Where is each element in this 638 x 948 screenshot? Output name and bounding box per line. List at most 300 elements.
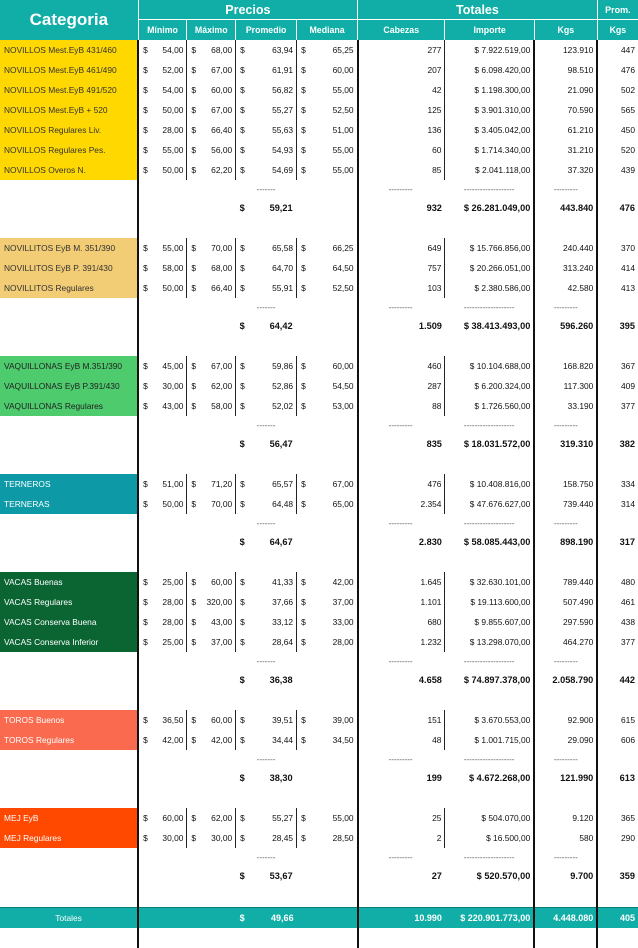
empty-cell [138, 848, 187, 866]
kgs: 580 [534, 828, 597, 848]
empty-cell [597, 750, 638, 768]
price-min-value: 45,00 [162, 361, 184, 371]
subtotal-importe: $ 58.085.443,00 [463, 537, 531, 547]
subtotal-importe: $ 74.897.378,00 [463, 675, 531, 685]
empty-cell [297, 416, 358, 434]
empty-cell [297, 218, 358, 238]
category-name: MEJ Regulares [0, 828, 138, 848]
price-med-value: 28,50 [332, 833, 354, 843]
cabezas: 1.232 [358, 632, 445, 652]
currency-symbol: $ [191, 165, 197, 175]
importe: $ 47.676.627,00 [445, 494, 534, 514]
price-min [138, 828, 187, 848]
price-med-value: 60,00 [332, 65, 354, 75]
cabezas: 757 [358, 258, 445, 278]
empty-cell [358, 336, 445, 356]
price-min-value: 50,00 [162, 165, 184, 175]
empty-cell [187, 218, 236, 238]
subtotal-prom-kgs: 395 [597, 316, 638, 336]
price-med-value: 34,50 [332, 735, 354, 745]
currency-symbol: $ [239, 537, 245, 547]
subtotal-prom-value: 56,47 [269, 439, 293, 449]
empty-cell [534, 552, 597, 572]
importe: $ 20.266.051,00 [445, 258, 534, 278]
kgs: 92.900 [534, 710, 597, 730]
empty-cell [358, 886, 445, 908]
dash-line: --------- [534, 652, 597, 670]
subtotal-separator [0, 652, 638, 670]
price-prom [236, 356, 297, 376]
currency-symbol: $ [143, 617, 148, 627]
currency-symbol: $ [301, 499, 306, 509]
price-prom [236, 474, 297, 494]
price-prom-value: 33,12 [272, 617, 294, 627]
empty-cell [0, 514, 138, 532]
currency-symbol: $ [191, 243, 197, 253]
empty-cell [236, 336, 297, 356]
table-row [0, 572, 638, 592]
price-max [187, 60, 236, 80]
empty-cell [236, 886, 297, 908]
empty-cell [597, 788, 638, 808]
currency-symbol: $ [143, 735, 148, 745]
empty-cell [297, 768, 358, 788]
empty-cell [597, 552, 638, 572]
empty-cell [534, 336, 597, 356]
subtotal-prom-value: 53,67 [269, 871, 293, 881]
price-med [297, 356, 358, 376]
price-min [138, 592, 187, 612]
importe: $ 3.405.042,00 [445, 120, 534, 140]
table-row [0, 592, 638, 612]
price-min [138, 120, 187, 140]
price-min-value: 30,00 [162, 833, 184, 843]
price-max-value: 62,00 [211, 813, 233, 823]
price-med [297, 572, 358, 592]
currency-symbol: $ [301, 45, 306, 55]
empty-cell [187, 434, 236, 454]
empty-cell [597, 848, 638, 866]
price-med [297, 120, 358, 140]
price-min [138, 160, 187, 180]
price-min [138, 40, 187, 60]
price-max-value: 67,00 [211, 105, 233, 115]
currency-symbol: $ [191, 125, 197, 135]
empty-cell [138, 690, 187, 710]
currency-symbol: $ [240, 833, 245, 843]
price-prom [236, 396, 297, 416]
empty-cell [297, 788, 358, 808]
category-name: VAQUILLONAS EyB P.391/430 [0, 376, 138, 396]
price-prom [236, 238, 297, 258]
header-mediana: Mediana [297, 20, 358, 41]
empty-cell [187, 198, 236, 218]
category-name: NOVILLOS Regulares Liv. [0, 120, 138, 140]
kgs: 240.440 [534, 238, 597, 258]
empty-cell [187, 298, 236, 316]
subtotal-row [0, 532, 638, 552]
subtotal-separator [0, 750, 638, 768]
price-med [297, 730, 358, 750]
empty-cell [138, 768, 187, 788]
currency-symbol: $ [143, 715, 148, 725]
empty-cell [445, 886, 534, 908]
price-prom-value: 64,70 [272, 263, 294, 273]
price-max [187, 140, 236, 160]
price-min [138, 238, 187, 258]
empty-cell [236, 928, 297, 948]
price-med [297, 592, 358, 612]
price-med [297, 100, 358, 120]
price-med-value: 51,00 [332, 125, 354, 135]
currency-symbol: $ [240, 125, 245, 135]
price-prom [236, 80, 297, 100]
price-min-value: 43,00 [162, 401, 184, 411]
category-name: NOVILLOS Regulares Pes. [0, 140, 138, 160]
prom-kgs: 438 [597, 612, 638, 632]
category-name: NOVILLOS Mest.EyB 461/490 [0, 60, 138, 80]
empty-cell [187, 670, 236, 690]
empty-cell [597, 928, 638, 948]
prom-kgs: 314 [597, 494, 638, 514]
price-min-value: 58,00 [162, 263, 184, 273]
currency-symbol: $ [301, 813, 306, 823]
cabezas: 136 [358, 120, 445, 140]
price-max [187, 730, 236, 750]
currency-symbol: $ [191, 833, 197, 843]
kgs: 507.490 [534, 592, 597, 612]
currency-symbol: $ [240, 145, 245, 155]
kgs: 313.240 [534, 258, 597, 278]
subtotal-importe: $ 4.672.268,00 [469, 773, 531, 783]
price-max [187, 828, 236, 848]
subtotal-prom-kgs: 613 [597, 768, 638, 788]
price-max [187, 40, 236, 60]
prom-kgs: 520 [597, 140, 638, 160]
importe: $ 16.500,00 [445, 828, 534, 848]
table-row [0, 356, 638, 376]
currency-symbol: $ [301, 577, 306, 587]
table-row [0, 828, 638, 848]
price-med-value: 33,00 [332, 617, 354, 627]
empty-cell [187, 454, 236, 474]
price-max [187, 808, 236, 828]
kgs: 61.210 [534, 120, 597, 140]
currency-symbol: $ [191, 401, 197, 411]
price-prom [236, 730, 297, 750]
subtotal-prom [236, 768, 297, 788]
importe: $ 1.714.340,00 [445, 140, 534, 160]
cabezas: 680 [358, 612, 445, 632]
subtotal-kgs: 443.840 [534, 198, 597, 218]
importe: $ 1.726.560,00 [445, 396, 534, 416]
subtotal-prom-value: 64,42 [269, 321, 293, 331]
dash-line: --------- [358, 298, 445, 316]
currency-symbol: $ [301, 125, 306, 135]
empty-cell [0, 532, 138, 552]
dash-line: ------------------- [463, 852, 515, 862]
currency-symbol: $ [239, 871, 245, 881]
currency-symbol: $ [240, 401, 245, 411]
prom-kgs: 367 [597, 356, 638, 376]
currency-symbol: $ [191, 813, 197, 823]
importe: $ 32.630.101,00 [445, 572, 534, 592]
empty-cell [187, 928, 236, 948]
price-med-value: 60,00 [332, 361, 354, 371]
table-row [0, 258, 638, 278]
price-min [138, 710, 187, 730]
price-min-value: 55,00 [162, 243, 184, 253]
price-med [297, 632, 358, 652]
empty-cell [236, 218, 297, 238]
empty-cell [597, 652, 638, 670]
subtotal-separator [0, 298, 638, 316]
price-max [187, 612, 236, 632]
currency-symbol: $ [239, 321, 245, 331]
price-prom [236, 376, 297, 396]
price-min-value: 30,00 [162, 381, 184, 391]
empty-cell [138, 788, 187, 808]
price-prom [236, 572, 297, 592]
empty-cell [445, 454, 534, 474]
spacer-row [0, 886, 638, 908]
price-prom-value: 28,64 [272, 637, 294, 647]
currency-symbol: $ [240, 597, 245, 607]
empty-cell [534, 218, 597, 238]
currency-symbol: $ [191, 577, 197, 587]
price-med-value: 66,25 [332, 243, 354, 253]
currency-symbol: $ [143, 85, 148, 95]
cabezas: 287 [358, 376, 445, 396]
currency-symbol: $ [301, 401, 306, 411]
price-med-value: 67,00 [332, 479, 354, 489]
price-max [187, 356, 236, 376]
empty-cell [138, 552, 187, 572]
subtotal-prom [236, 532, 297, 552]
totals-prom-kgs: 405 [597, 908, 638, 929]
category-name: TERNERAS [0, 494, 138, 514]
empty-cell [0, 848, 138, 866]
currency-symbol: $ [301, 243, 306, 253]
cabezas: 25 [358, 808, 445, 828]
empty-cell [187, 788, 236, 808]
category-name: NOVILLOS Mest.EyB + 520 [0, 100, 138, 120]
currency-symbol: $ [239, 203, 245, 213]
price-max-value: 62,00 [211, 381, 233, 391]
empty-cell [597, 416, 638, 434]
subtotal-prom-value: 64,67 [269, 537, 293, 547]
price-prom-value: 41,33 [272, 577, 294, 587]
empty-cell [597, 454, 638, 474]
empty-cell [187, 514, 236, 532]
currency-symbol: $ [191, 381, 197, 391]
table-row [0, 612, 638, 632]
header-maximo: Máximo [187, 20, 236, 41]
price-prom-value: 65,57 [272, 479, 294, 489]
prom-kgs: 502 [597, 80, 638, 100]
table-row [0, 710, 638, 730]
price-max-value: 66,40 [211, 125, 233, 135]
currency-symbol: $ [239, 913, 245, 923]
kgs: 29.090 [534, 730, 597, 750]
currency-symbol: $ [143, 499, 148, 509]
currency-symbol: $ [301, 283, 306, 293]
empty-cell [297, 198, 358, 218]
price-med [297, 80, 358, 100]
price-max-value: 30,00 [211, 833, 233, 843]
empty-cell [236, 552, 297, 572]
subtotal-importe: $ 520.570,00 [476, 871, 531, 881]
price-prom-value: 54,93 [272, 145, 294, 155]
cabezas: 2 [358, 828, 445, 848]
price-med-value: 28,00 [332, 637, 354, 647]
prom-kgs: 290 [597, 828, 638, 848]
price-max [187, 474, 236, 494]
currency-symbol: $ [301, 361, 306, 371]
empty-cell [0, 552, 138, 572]
prom-kgs: 615 [597, 710, 638, 730]
price-max-value: 60,00 [211, 715, 233, 725]
kgs: 70.590 [534, 100, 597, 120]
table-row [0, 632, 638, 652]
price-min [138, 474, 187, 494]
empty-cell [0, 298, 138, 316]
price-min [138, 494, 187, 514]
price-prom-value: 56,82 [272, 85, 294, 95]
table-row [0, 120, 638, 140]
empty-cell [445, 552, 534, 572]
importe: $ 9.855.607,00 [445, 612, 534, 632]
price-med-value: 54,50 [332, 381, 354, 391]
price-prom-value: 55,27 [272, 813, 294, 823]
header-categoria: Categoria [0, 0, 138, 40]
totals-cabezas: 10.990 [358, 908, 445, 929]
totals-label: Totales [0, 908, 138, 929]
empty-cell [534, 928, 597, 948]
price-max [187, 396, 236, 416]
empty-cell [445, 788, 534, 808]
price-prom-value: 55,27 [272, 105, 294, 115]
prom-kgs: 480 [597, 572, 638, 592]
price-prom-value: 34,44 [272, 735, 294, 745]
price-min [138, 612, 187, 632]
empty-cell [0, 690, 138, 710]
empty-cell [358, 218, 445, 238]
price-med [297, 612, 358, 632]
subtotal-importe: $ 26.281.049,00 [463, 203, 531, 213]
empty-cell [138, 298, 187, 316]
subtotal-prom-kgs: 317 [597, 532, 638, 552]
importe: $ 3.670.553,00 [445, 710, 534, 730]
subtotal-cabezas: 835 [358, 434, 445, 454]
empty-cell [0, 768, 138, 788]
price-max-value: 42,00 [211, 735, 233, 745]
price-min [138, 140, 187, 160]
kgs: 9.120 [534, 808, 597, 828]
price-med [297, 238, 358, 258]
currency-symbol: $ [240, 165, 245, 175]
price-prom-value: 55,91 [272, 283, 294, 293]
currency-symbol: $ [239, 439, 245, 449]
kgs: 789.440 [534, 572, 597, 592]
currency-symbol: $ [301, 637, 306, 647]
subtotal-prom-kgs: 476 [597, 198, 638, 218]
empty-cell [297, 316, 358, 336]
empty-cell [0, 180, 138, 198]
empty-cell [0, 434, 138, 454]
subtotal-prom-value: 36,38 [269, 675, 293, 685]
price-min [138, 730, 187, 750]
category-name: NOVILLITOS EyB P. 391/430 [0, 258, 138, 278]
empty-cell [138, 416, 187, 434]
subtotal-row [0, 316, 638, 336]
empty-cell [297, 514, 358, 532]
empty-cell [297, 434, 358, 454]
subtotal-prom [236, 198, 297, 218]
price-max-value: 43,00 [211, 617, 233, 627]
category-name: TOROS Regulares [0, 730, 138, 750]
header-kgs: Kgs [534, 20, 597, 41]
empty-cell [534, 690, 597, 710]
subtotal-kgs: 121.990 [534, 768, 597, 788]
price-max-value: 70,00 [211, 243, 233, 253]
totals-prom [236, 908, 297, 929]
price-min [138, 100, 187, 120]
importe: $ 19.113.600,00 [445, 592, 534, 612]
price-min-value: 28,00 [162, 617, 184, 627]
empty-cell [187, 886, 236, 908]
price-prom-value: 65,58 [272, 243, 294, 253]
empty-cell [0, 454, 138, 474]
kgs: 123.910 [534, 40, 597, 60]
empty-cell [187, 866, 236, 886]
empty-cell [138, 336, 187, 356]
prom-kgs: 377 [597, 632, 638, 652]
empty-cell [236, 788, 297, 808]
subtotal-prom [236, 670, 297, 690]
empty-cell [297, 670, 358, 690]
dash-line: --------- [534, 416, 597, 434]
currency-symbol: $ [143, 283, 148, 293]
prom-kgs: 370 [597, 238, 638, 258]
price-prom [236, 632, 297, 652]
price-med-value: 65,25 [332, 45, 354, 55]
kgs: 168.820 [534, 356, 597, 376]
subtotal-importe: $ 38.413.493,00 [463, 321, 531, 331]
category-name: MEJ EyB [0, 808, 138, 828]
price-med-value: 55,00 [332, 813, 354, 823]
table-row [0, 140, 638, 160]
empty-cell [0, 866, 138, 886]
subtotal-importe: $ 18.031.572,00 [463, 439, 531, 449]
cabezas: 85 [358, 160, 445, 180]
price-med-value: 52,50 [332, 283, 354, 293]
empty-cell [297, 886, 358, 908]
importe: $ 7.922.519,00 [445, 40, 534, 60]
empty-cell [597, 218, 638, 238]
empty-cell [138, 198, 187, 218]
subtotal-prom [236, 434, 297, 454]
price-max-value: 68,00 [211, 263, 233, 273]
price-med [297, 160, 358, 180]
price-max [187, 160, 236, 180]
empty-cell [597, 514, 638, 532]
empty-cell [297, 928, 358, 948]
price-prom-value: 28,45 [272, 833, 294, 843]
empty-cell [0, 670, 138, 690]
price-max-value: 60,00 [211, 85, 233, 95]
header-precios: Precios [138, 0, 357, 20]
